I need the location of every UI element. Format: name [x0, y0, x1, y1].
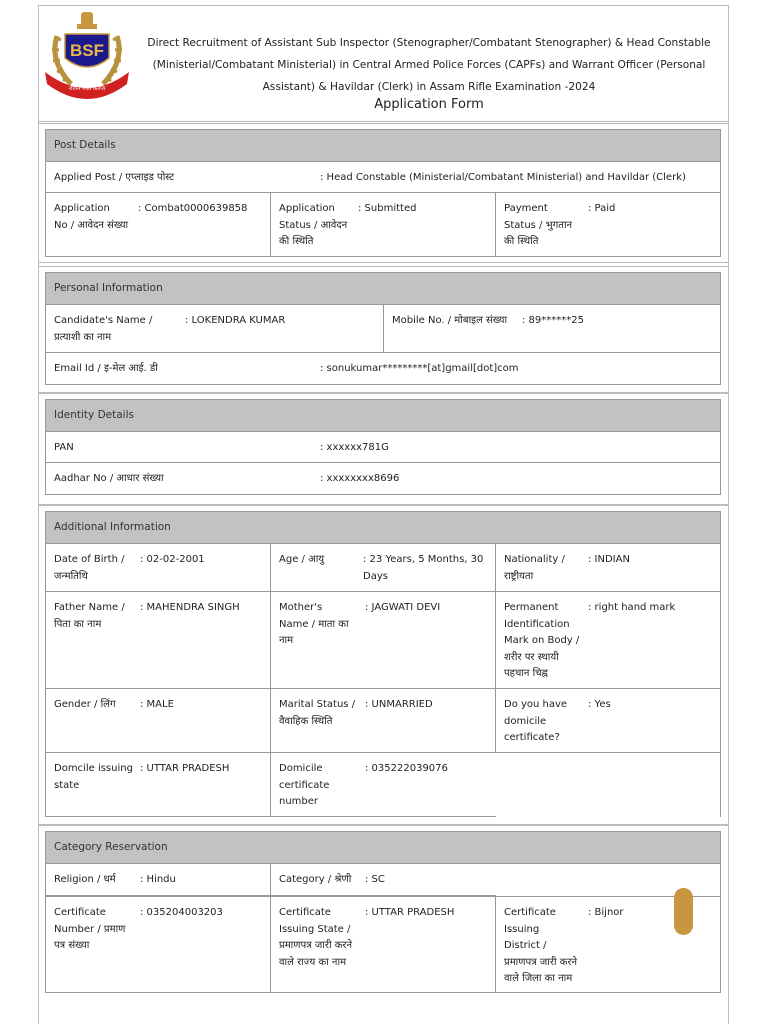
aadhar-row: [45, 463, 721, 495]
label-line: Religion / धर्म: [54, 874, 116, 885]
label-line: राष्ट्रीयता: [504, 570, 534, 582]
label-line: प्रमाणपत्र जारी करने: [279, 940, 353, 951]
marital-cell: [271, 689, 496, 752]
religion-cell: [46, 864, 271, 896]
label-line: Category / श्रेणी: [279, 874, 352, 885]
category-heading: Category Reservation: [45, 831, 721, 864]
label-line: No / आवेदन संख्या: [54, 219, 129, 231]
nationality-value: : INDIAN: [588, 554, 630, 565]
dob-label: [54, 552, 124, 585]
label-line: certificate?: [504, 732, 560, 743]
label-line: पिता का नाम: [54, 618, 102, 630]
label-line: Certificate: [279, 907, 331, 918]
parents-row: [45, 592, 721, 689]
applied-post-row: [45, 162, 721, 193]
nationality-cell: [496, 544, 721, 591]
dob-cell: [46, 544, 271, 591]
label-line: प्रत्याशी का नाम: [54, 331, 112, 343]
email-row: [45, 353, 721, 385]
cert-district-label: [504, 905, 577, 988]
scroll-handle[interactable]: [674, 888, 693, 935]
label-line: Number / प्रमाण: [54, 923, 126, 935]
domicile-row: [45, 753, 721, 817]
cert-no-label: [54, 905, 125, 955]
category-section: [39, 825, 728, 1035]
additional-info-section: [39, 505, 728, 825]
name-mobile-row: [45, 305, 721, 353]
value-line: Days: [363, 570, 388, 582]
domicile-state-label: [54, 761, 133, 794]
identification-mark-label: [504, 600, 579, 683]
label-line: की स्थिति: [504, 236, 539, 247]
marital-label: [279, 697, 355, 730]
pan-value: : xxxxxx781G: [320, 442, 389, 453]
application-status-value: : Submitted: [358, 203, 417, 214]
identification-mark-value: : right hand mark: [588, 602, 676, 613]
domicile-no-value: : 035222039076: [365, 763, 448, 774]
label-line: Do you have: [504, 699, 568, 710]
personal-info-section: [39, 266, 728, 393]
dob-age-row: [45, 544, 721, 592]
exam-title-line1: Direct Recruitment of Assistant Sub Inspector (Stenographer/Combatant Stenographer) & Head Constable: [147, 37, 711, 49]
domicile-state-cell: [46, 753, 271, 817]
label-line: District /: [504, 940, 547, 951]
label-line: state: [54, 779, 80, 791]
cert-no-cell: [46, 897, 271, 992]
religion-value: : Hindu: [140, 874, 176, 885]
pan-row: [45, 432, 721, 463]
value-line: : 23 Years, 5 Months, 30: [363, 554, 484, 565]
domicile-cert-label: [504, 697, 567, 747]
age-cell: [271, 544, 496, 591]
payment-status-label: [504, 201, 572, 251]
mobile-value: : 89******25: [522, 315, 584, 326]
mother-label: [279, 600, 349, 650]
label-line: Domcile issuing: [54, 763, 133, 774]
dob-value: : 02-02-2001: [140, 554, 205, 565]
application-no-value: : Combat0000639858: [138, 203, 248, 214]
applied-post-label: Applied Post / एप्लाइड पोस्ट: [54, 172, 175, 183]
label-line: Status / आवेदन: [279, 219, 348, 231]
label-line: domicile: [504, 715, 547, 727]
father-label: [54, 600, 125, 633]
additional-info-heading: Additional Information: [45, 511, 721, 544]
email-value: : sonukumar*********[at]gmail[dot]com: [320, 363, 519, 374]
label-line: Permanent: [504, 602, 559, 613]
application-no-label: [54, 201, 128, 234]
label-line: पहचान चिह्न: [504, 668, 548, 679]
label-line: जन्मतिथि: [54, 570, 88, 582]
label-line: प्रमाणपत्र जारी करने: [504, 956, 578, 968]
mobile-label: Mobile No. / मोबाइल संख्या: [392, 315, 508, 326]
label-line: Certificate: [54, 907, 106, 918]
aadhar-label: Aadhar No / आधार संख्या: [54, 473, 164, 484]
payment-status-cell: [496, 193, 721, 256]
exam-title-line3: Assistant) & Havildar (Clerk) in Assam Rifle Examination -2024: [262, 81, 596, 93]
label-line: Date of Birth /: [54, 554, 125, 565]
nationality-label: [504, 552, 565, 585]
label-line: वाले जिला का नाम: [504, 973, 573, 984]
mother-value: : JAGWATI DEVI: [365, 602, 441, 613]
cert-state-value: : UTTAR PRADESH: [365, 907, 455, 918]
gender-cell: [46, 689, 271, 752]
domicile-cert-cell: [496, 689, 721, 752]
age-label: [279, 552, 324, 569]
label-line: Application: [54, 203, 110, 214]
label-line: Gender / लिंग: [54, 699, 116, 710]
label-line: वैवाहिक स्थिति: [279, 715, 333, 727]
gender-row: [45, 689, 721, 753]
certificate-row: [45, 896, 721, 993]
father-cell: [46, 592, 271, 688]
application-status-row: [45, 193, 721, 257]
payment-status-value: : Paid: [588, 203, 616, 214]
label-line: Age / आयु: [279, 554, 325, 565]
age-value: [363, 552, 483, 585]
application-form-page: [38, 5, 729, 1024]
label-line: Name / माता का: [279, 618, 349, 630]
religion-label: [54, 872, 116, 889]
category-value: : SC: [365, 874, 385, 885]
label-line: certificate: [279, 779, 330, 791]
identity-section: [39, 393, 728, 505]
exam-title: [139, 32, 719, 98]
application-status-label: [279, 201, 347, 251]
domicile-no-label: [279, 761, 329, 811]
label-line: Candidate's Name /: [54, 315, 153, 326]
domicile-cert-value: : Yes: [588, 699, 611, 710]
aadhar-value: : xxxxxxxx8696: [320, 473, 400, 484]
label-line: Mother's: [279, 602, 323, 613]
form-header: [39, 6, 728, 122]
cert-no-value: : 035204003203: [140, 907, 223, 918]
label-line: Issuing State /: [279, 923, 351, 935]
domicile-state-value: : UTTAR PRADESH: [140, 763, 230, 774]
bsf-logo: [41, 6, 133, 101]
label-line: Marital Status /: [279, 699, 356, 710]
label-line: शरीर पर स्थायी: [504, 651, 559, 663]
pan-label: PAN: [54, 442, 74, 453]
mother-cell: [271, 592, 496, 688]
email-label: Email Id / इ-मेल आई. डी: [54, 363, 158, 374]
application-no-cell: [46, 193, 271, 256]
label-line: Status / भुगतान: [504, 219, 573, 231]
post-details-heading: Post Details: [45, 129, 721, 162]
label-line: Certificate: [504, 907, 556, 918]
form-title: Application Form: [374, 97, 484, 112]
label-line: Father Name /: [54, 602, 125, 613]
label-line: पत्र संख्या: [54, 940, 90, 951]
applied-post-value: : Head Constable (Ministerial/Combatant Ministerial) and Havildar (Clerk): [320, 172, 686, 183]
exam-title-line2: (Ministerial/Combatant Ministerial) in Central Armed Police Forces (CAPFs) and Warrant Officer (Personal: [152, 59, 706, 71]
label-line: Payment: [504, 203, 548, 214]
label-line: Domicile: [279, 763, 323, 774]
identification-mark-cell: [496, 592, 721, 688]
application-status-cell: [271, 193, 496, 256]
label-line: Nationality /: [504, 554, 565, 565]
label-line: Identification: [504, 618, 570, 630]
candidate-name-value: : LOKENDRA KUMAR: [185, 315, 286, 326]
father-value: : MAHENDRA SINGH: [140, 602, 240, 613]
religion-row: [45, 864, 721, 896]
mobile-cell: [384, 305, 721, 352]
cert-district-value: : Bijnor: [588, 907, 624, 918]
domicile-no-cell: [271, 753, 496, 817]
label-line: Application: [279, 203, 335, 214]
gender-label: [54, 697, 116, 714]
cert-state-cell: [271, 897, 496, 992]
personal-info-heading: Personal Information: [45, 272, 721, 305]
label-line: Mark on Body /: [504, 635, 580, 646]
candidate-name-cell: [46, 305, 384, 352]
label-line: नाम: [279, 635, 294, 646]
label-line: की स्थिति: [279, 236, 314, 247]
identity-heading: Identity Details: [45, 399, 721, 432]
gender-value: : MALE: [140, 699, 174, 710]
label-line: Issuing: [504, 923, 540, 935]
category-cell: [271, 864, 496, 896]
logo-motto: जीवन पर्यंत कर्तव्य: [68, 86, 106, 92]
candidate-name-label: [54, 313, 152, 346]
cert-state-label: [279, 905, 352, 971]
logo-text: BSF: [70, 41, 104, 60]
label-line: वाले राज्य का नाम: [279, 956, 347, 968]
post-details-section: [39, 123, 728, 263]
category-label: [279, 872, 351, 889]
marital-value: : UNMARRIED: [365, 699, 433, 710]
label-line: number: [279, 796, 319, 807]
